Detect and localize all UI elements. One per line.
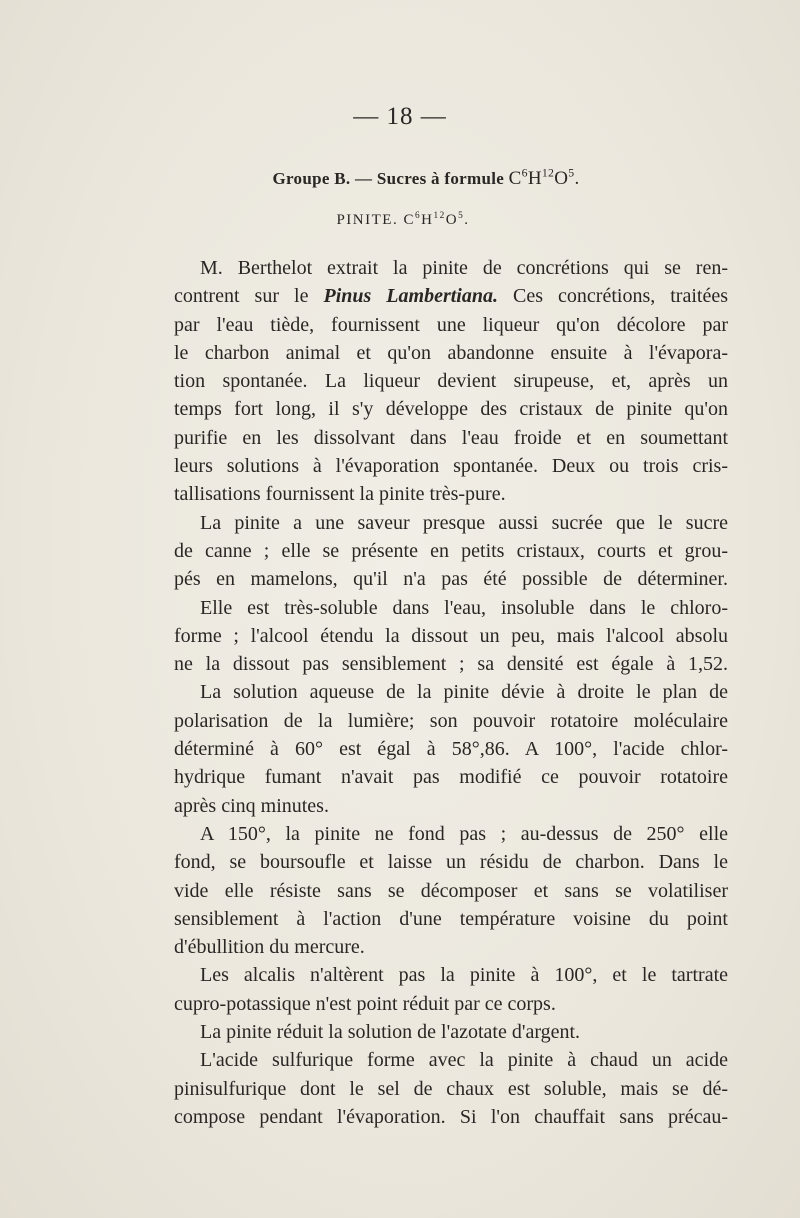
text-line: compose pendant l'évaporation. Si l'on chauffait sans précau- [174, 1105, 728, 1128]
text-line: M. Berthelot extrait la pinite de concrétions qui se ren- [200, 257, 728, 279]
text-line: vide elle résiste sans se décomposer et sans se volatiliser [174, 879, 728, 902]
text-line: forme ; l'alcool étendu la dissout un peu, mais l'alcool absolu [174, 624, 728, 647]
text-line: fond, se boursoufle et laisse un résidu de charbon. Dans le [174, 851, 728, 874]
heading-formula: $C^6H^{12}O^5$. [508, 166, 580, 189]
text-line: ne la dissout pas sensiblement ; sa densité est égale à 1,52. [174, 653, 728, 676]
text-line: hydrique fumant n'avait pas modifié ce pouvoir rotatoire [174, 766, 728, 789]
text-line: La pinite réduit la solution de l'azotate d'argent. [200, 1021, 581, 1044]
text-line: Elle est très-soluble dans l'eau, insoluble dans le chloro- [200, 596, 728, 619]
section-heading [0, 168, 800, 190]
text-line: tion spontanée. La liqueur devient sirupeuse, et, après un [174, 370, 728, 393]
text-line: déterminé à 60° est égal à 58°,86. A 100°, l'acide chlor- [174, 738, 728, 761]
text-line: après cinq minutes. [174, 794, 329, 817]
text-line: purifie en les dissolvant dans l'eau froide et en soumettant [174, 426, 728, 449]
section-heading-prefix: Groupe B. — Sucres à formule [272, 169, 509, 188]
text-line: par l'eau tiède, fournissent une liqueur qu'on décolore par [174, 313, 728, 336]
text-line: A 150°, la pinite ne fond pas ; au-dessus de 250° elle [200, 822, 728, 845]
text-line: La solution aqueuse de la pinite dévie à droite le plan de [200, 681, 728, 704]
text-line: le charbon animal et qu'on abandonne ensuite à l'évapora- [174, 341, 728, 364]
text-line: de canne ; elle se présente en petits cristaux, courts et grou- [174, 539, 728, 562]
species-name: Pinus Lambertiana. [323, 285, 498, 308]
text-line: L'acide sulfurique forme avec la pinite à chaud un acide [200, 1049, 728, 1072]
text-line: cupro-potassique n'est point réduit par ce corps. [174, 992, 556, 1015]
compound-subheading [0, 212, 800, 229]
text-line: Les alcalis n'altèrent pas la pinite à 100°, et le tartrate [200, 964, 728, 987]
text-line: contrent sur le Pinus Lambertiana. Ces concrétions, traitées [174, 285, 728, 308]
text-line: d'ébullition du mercure. [174, 936, 365, 959]
compound-name: PINITE. [336, 212, 404, 228]
text-line: La pinite a une saveur presque aussi sucrée que le sucre [200, 511, 728, 534]
text-line: tallisations fournissent la pinite très-pure. [174, 483, 506, 506]
text-line: pés en mamelons, qu'il n'a pas été possible de déterminer. [174, 568, 728, 591]
text-line: leurs solutions à l'évaporation spontanée. Deux ou trois cris- [174, 455, 728, 478]
text-line: sensiblement à l'action d'une température voisine du point [174, 907, 728, 930]
text-line: polarisation de la lumière; son pouvoir rotatoire moléculaire [174, 709, 728, 732]
body-text [174, 254, 728, 1131]
text-line: temps fort long, il s'y développe des cristaux de pinite qu'on [174, 398, 728, 421]
text-line: pinisulfurique dont le sel de chaux est soluble, mais se dé- [174, 1077, 728, 1100]
compound-formula: $C^6H^{12}O^5$. [403, 211, 470, 228]
page-number: — 18 — [353, 103, 447, 130]
